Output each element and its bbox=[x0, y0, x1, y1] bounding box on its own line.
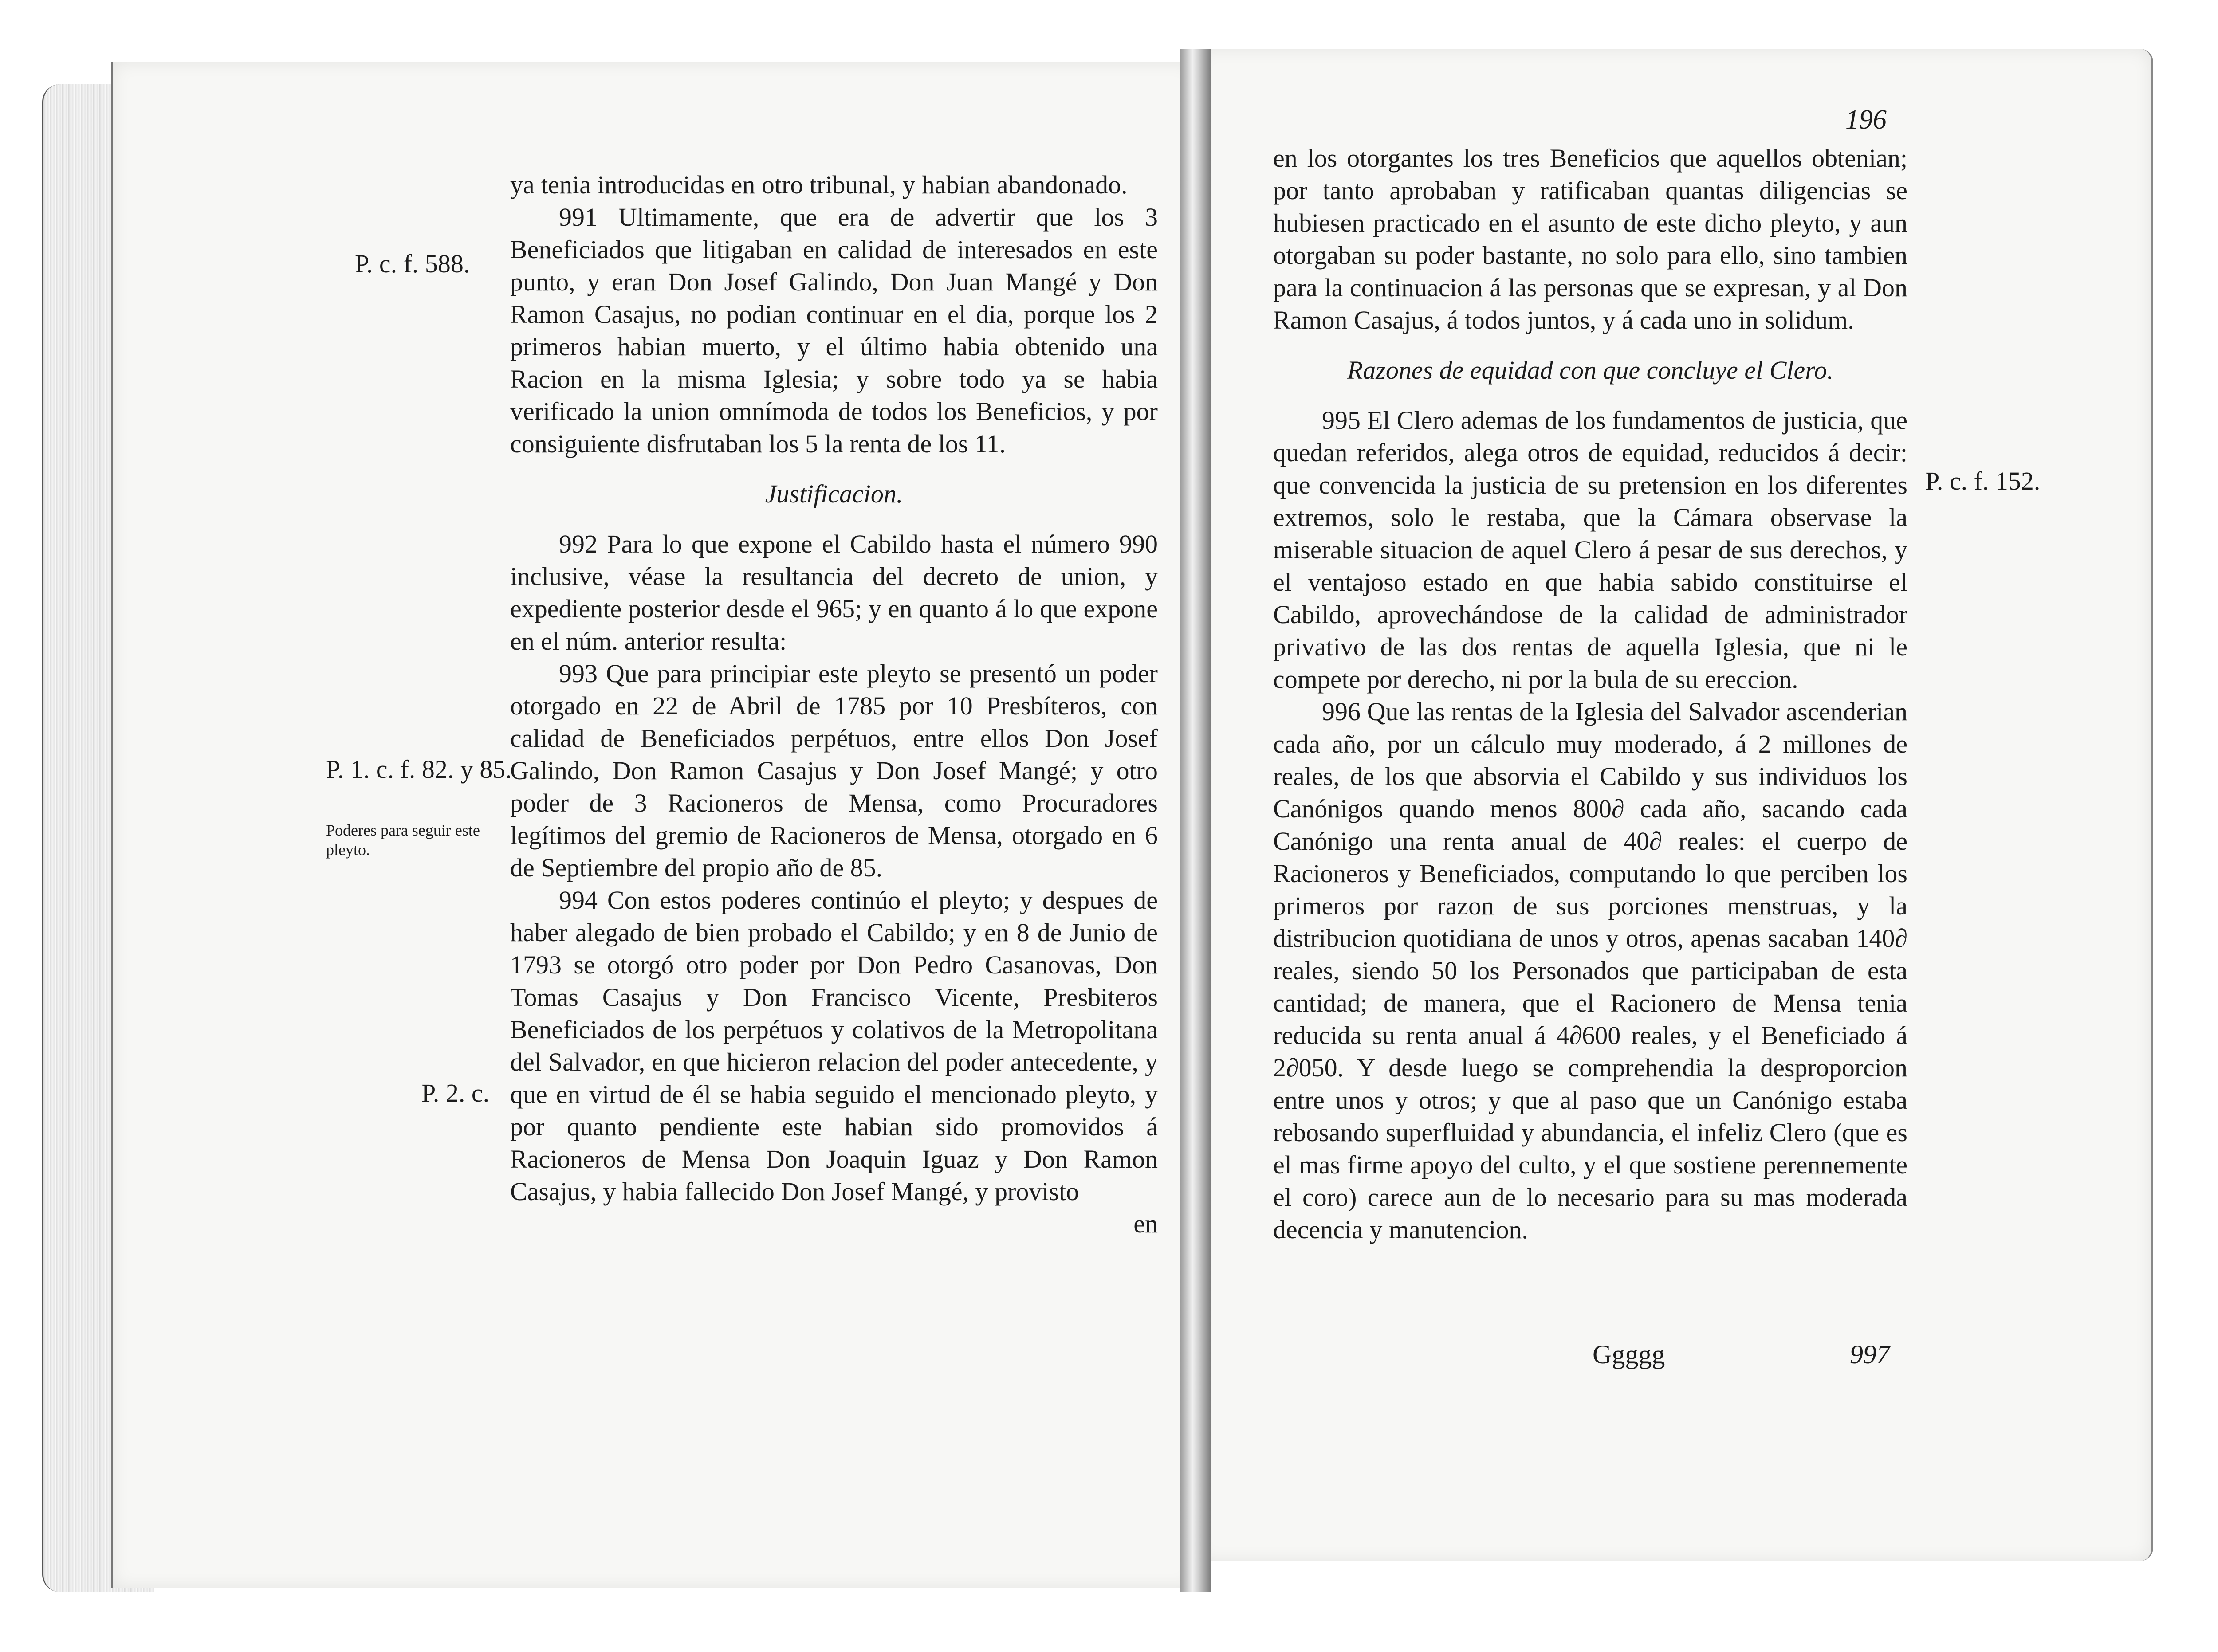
catchword: en bbox=[1133, 1209, 1158, 1238]
margin-note-poderes: Poderes para seguir este pleyto. bbox=[326, 821, 480, 859]
section-heading: Justificacion. bbox=[765, 479, 903, 508]
catchword-right: 997 bbox=[1850, 1340, 1890, 1369]
signature-mark: Ggggg bbox=[1593, 1340, 1665, 1369]
paragraph-991: 991 Ultimamente, que era de advertir que los 3 Beneficiados que litigaban en calidad de interesados en este punto, y eran Don Josef Galindo, Don Juan Mangé y Don Ramon Casajus, no podian continuar en el dia, porque los 2 primeros habian muerto, y el último habia obtenido una Racion en la misma Iglesia; y sobre todo ya se habia verificado la union omnímoda de todos los Beneficios, y por consiguiente disfrutaban los 5 la renta de los 11. bbox=[510, 203, 1158, 458]
book-gutter bbox=[1180, 49, 1211, 1592]
left-page-text bbox=[510, 169, 1158, 1240]
paragraph-continuation-right: en los otorgantes los tres Beneficios que aquellos obtenian; por tanto aprobaban y ratificaban quantas diligencias se hubiesen practicado en el asunto de este dicho pleyto, y aun otorgaban su poder bastante, no solo para ello, sino tambien para la continuacion á las personas que se expresan, y al Don Ramon Casajus, á todos juntos, y á cada uno in solidum. bbox=[1273, 144, 1907, 334]
margin-note-82: P. 1. c. f. 82. y 85. bbox=[326, 755, 512, 784]
paragraph-996: 996 Que las rentas de la Iglesia del Salvador ascenderian cada año, por un cálculo muy moderado, á 2 millones de reales, de los que absorvia el Cabildo y sus individuos los Canónigos quando menos 800∂ cada año, sacando cada Canónigo una renta anual de 40∂ reales: el cuerpo de Racioneros y Beneficiados, computando lo que perciben los primeros por razon de sus porciones menstruas, y la distribucion quotidiana de unos y otros, apenas sacaban 140∂ reales, siendo 50 los Personados que participaban de esta cantidad; de manera, que el Racionero de Mensa tenia reducida su renta anual á 4∂600 reales, y el Beneficiado á 2∂050. Y desde luego se comprehendia la desproporcion entre unos y otros; y que al paso que un Canónigo estaba rebosando superfluidad y abundancia, el infeliz Clero (que es el mas firme apoyo del culto, y el que sostiene perennemente el coro) carece aun de lo necesario para su mas moderada decencia y manutencion. bbox=[1273, 697, 1907, 1244]
page-number: 196 bbox=[1845, 105, 1887, 135]
margin-note-152: P. c. f. 152. bbox=[1925, 467, 2041, 495]
paragraph-continuation: ya tenia introducidas en otro tribunal, y habian abandonado. bbox=[510, 170, 1128, 199]
section-heading-right: Razones de equidad con que concluye el Clero. bbox=[1347, 356, 1834, 385]
paragraph-994: 994 Con estos poderes continúo el pleyto; y despues de haber alegado de bien probado el Cabildo; y en 8 de Junio de 1793 se otorgó otro poder por Don Pedro Casanovas, Don Tomas Casajus y Don Francisco Vicente, Presbiteros Beneficiados de los perpétuos y colativos de la Metropolitana del Salvador, en que hicieron relacion del poder antecedente, y que en virtud de él se habia seguido el mencionado pleyto, y por quanto pendiente este habian sido promovidos á Racioneros de Mensa Don Joaquin Iguaz y Don Ramon Casajus, y habia fallecido Don Josef Mangé, y provisto bbox=[510, 886, 1158, 1206]
paragraph-995: 995 El Clero ademas de los fundamentos de justicia, que quedan referidos, alega otros de equidad, reducidos á decir: que convencida la justicia de su pretension en los diferentes extremos, solo le restaba, que la Cámara observase la miserable situacion de aquel Clero á pesar de sus derechos, y el ventajoso estado en que habia sabido constituirse el Cabildo, aprovechándose de la calidad de administrador privativo de las dos rentas de aquella Iglesia, que ni le compete por derecho, ni por la bula de su ereccion. bbox=[1273, 406, 1907, 694]
paragraph-993: 993 Que para principiar este pleyto se presentó un poder otorgado en 22 de Abril de 1785 por 10 Presbíteros, con calidad de Beneficiados perpétuos, entre ellos Don Josef Galindo, Don Ramon Casajus y Don Josef Mangé; y otro poder de 3 Racioneros de Mensa, como Procuradores legítimos del gremio de Racioneros de Mensa, otorgado en 6 de Septiembre del propio año de 85. bbox=[510, 659, 1158, 882]
margin-note-p2c: P. 2. c. bbox=[421, 1079, 490, 1107]
margin-note-588: P. c. f. 588. bbox=[355, 249, 470, 278]
paragraph-992: 992 Para lo que expone el Cabildo hasta el número 990 inclusive, véase la resultancia del decreto de union, y expediente posterior desde el 965; y en quanto á lo que expone en el núm. anterior resulta: bbox=[510, 530, 1158, 655]
right-page-text bbox=[1273, 142, 1907, 1246]
